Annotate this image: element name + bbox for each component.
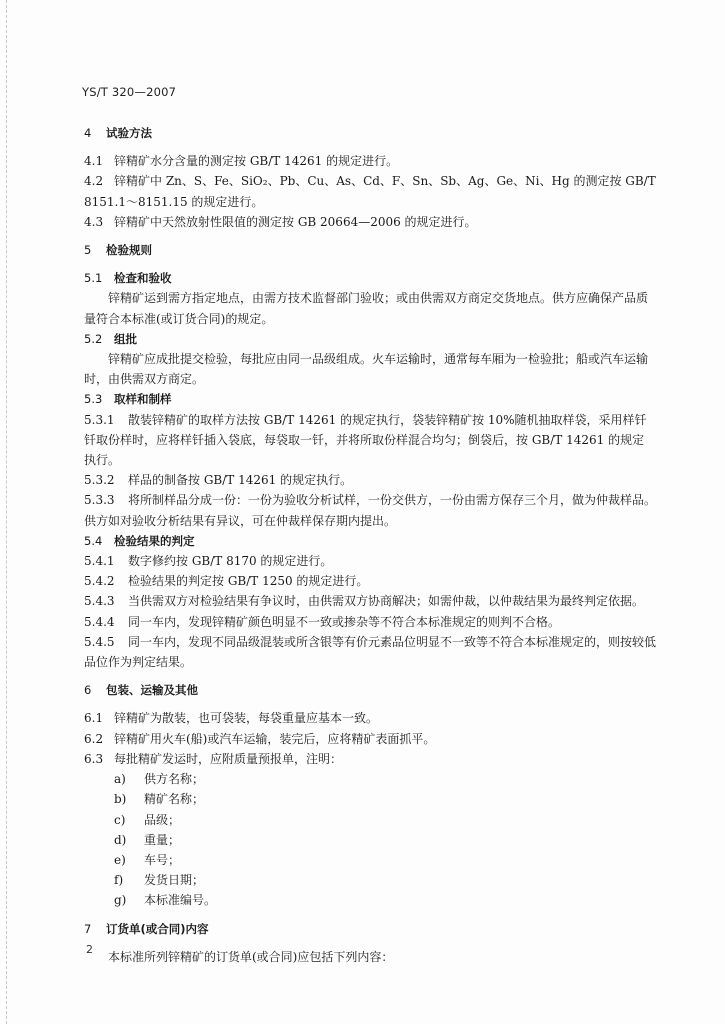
clause-5-4-1: 5.4.1 数字修约按 GB/T 8170 的规定进行。 [84, 554, 333, 569]
clause-5-1-text: 锌精矿运到需方指定地点，由需方技术监督部门验收；或由供需双方商定交货地点。供方应确保产品质量符合本标准(或订货合同)的规定。 [84, 291, 649, 326]
list-item: c) 品级； [114, 812, 181, 827]
clause-5-4-4: 5.4.4 同一车内，发现锌精矿颜色明显不一致或掺杂等不符合本标准规定的则判不合格。 [84, 614, 561, 629]
page-number: 2 [86, 943, 93, 956]
clause-5-4-5: 5.4.5 同一车内，发现不同品级混装或所含银等有价元素品位明显不一致等不符合本标准规定的，则按较低品位作为判定结果。 [84, 634, 657, 670]
document-id-header: YS/T 320—2007 [82, 85, 177, 99]
clause-4-1: 4.1 锌精矿水分含量的测定按 GB/T 14261 的规定进行。 [84, 154, 399, 169]
section-7-heading: 7 订货单(或合同)内容 [84, 921, 209, 936]
clause-5-3-heading: 5.3 取样和制样 [84, 392, 172, 407]
section-6-heading: 6 包装、运输及其他 [84, 683, 198, 698]
clause-4-2: 4.2 锌精矿中 Zn、S、Fe、SiO₂、Pb、Cu、As、Cd、F、Sn、Sb、Ag、Ge、Ni、Hg 的测定按 GB/T 8151.1～8151.15 的规定进行。 [84, 174, 656, 209]
clause-5-3-1: 5.3.1 散装锌精矿的取样方法按 GB/T 14261 的规定执行，袋装锌精矿按 10%随机抽取样袋，采用样钎钎取份样时，应将样钎插入袋底，每袋取一钎，并将所取份样混合均匀；倒袋后，按 GB/T 14261 的规定执行。 [84, 412, 647, 468]
list-item: d) 重量； [114, 832, 181, 847]
clause-6-1: 6.1 锌精矿为散装，也可袋装，每袋重量应基本一致。 [84, 711, 379, 726]
list-item: a) 供方名称； [114, 772, 205, 787]
clause-5-4-2: 5.4.2 检验结果的判定按 GB/T 1250 的规定进行。 [84, 574, 369, 589]
section-7-text: 本标准所列锌精矿的订货单(或合同)应包括下列内容： [108, 949, 394, 964]
clause-5-2-text: 锌精矿应成批提交检验，每批应由同一品级组成。火车运输时，通常每车厢为一检验批；船或汽车运输时，由供需双方商定。 [84, 352, 649, 387]
list-item: f) 发货日期； [114, 873, 205, 888]
list-item: e) 车号； [114, 852, 181, 867]
document-body [84, 123, 656, 967]
clause-5-1-heading: 5.1 检查和验收 [84, 271, 172, 286]
clause-5-4-3: 5.4.3 当供需双方对检验结果有争议时，由供需双方协商解决；如需仲裁，以仲裁结果为最终判定依据。 [84, 594, 645, 609]
clause-6-2: 6.2 锌精矿用火车(船)或汽车运输，装完后，应将精矿表面抓平。 [84, 731, 436, 746]
section-4-heading: 4 试验方法 [84, 126, 152, 140]
clause-5-3-2: 5.3.2 样品的制备按 GB/T 14261 的规定执行。 [84, 473, 353, 488]
clause-6-3: 6.3 每批精矿发运时，应附质量预报单，注明： [84, 751, 343, 766]
clause-5-4-heading: 5.4 检验结果的判定 [84, 533, 195, 548]
section-5-heading: 5 检验规则 [84, 243, 152, 258]
clause-4-3: 4.3 锌精矿中天然放射性限值的测定按 GB 20664—2006 的规定进行。 [84, 214, 477, 229]
list-item: b) 精矿名称； [114, 792, 205, 807]
clause-5-3-3: 5.3.3 将所制样品分成一份：一份为验收分析试样，一份交供方，一份由需方保存三个月，做为仲裁样品。供方如对验收分析结果有异议，可在仲裁样保存期内提出。 [84, 493, 657, 528]
clause-5-2-heading: 5.2 组批 [84, 331, 137, 346]
list-item: g) 本标准编号。 [114, 893, 217, 908]
scan-edge-line [6, 0, 8, 1024]
